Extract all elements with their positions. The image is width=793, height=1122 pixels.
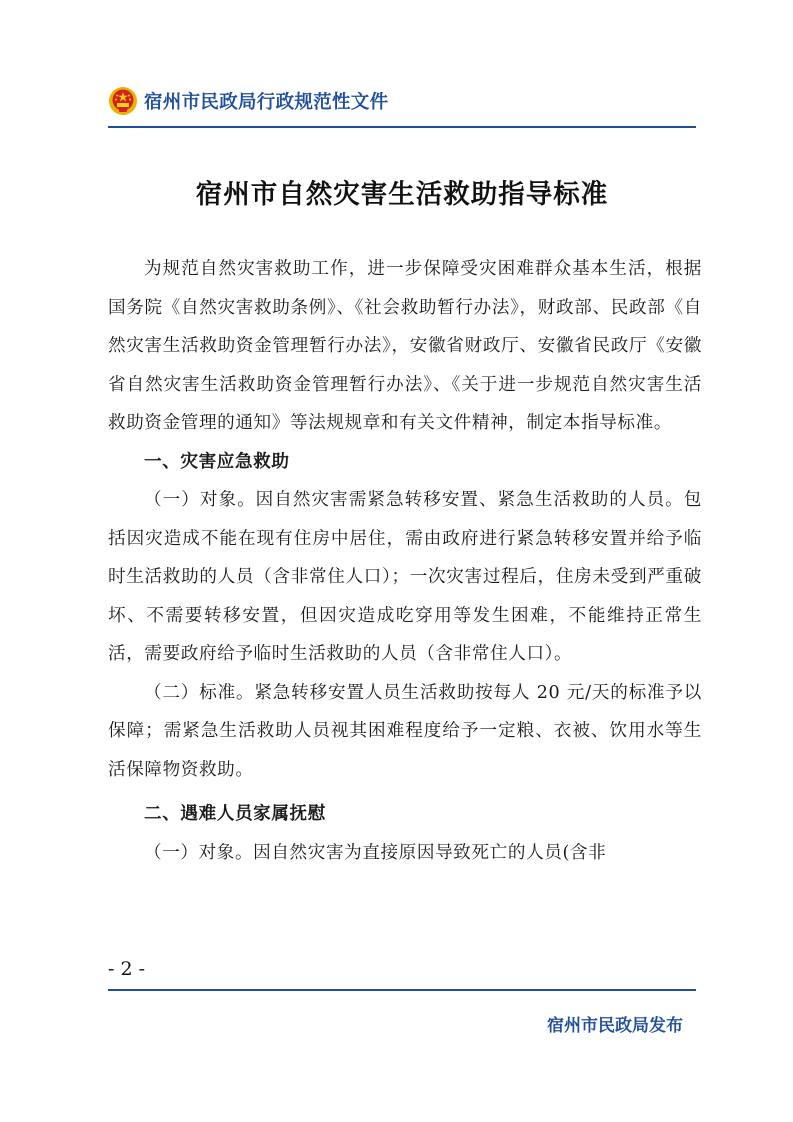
section-paragraph: （二）标准。紧急转移安置人员生活救助按每人 20 元/天的标准予以保障；需紧急生活救助人员视其困难程度给予一定粮、衣被、饮用水等生活保障物资救助。: [108, 682, 702, 780]
footer-divider: [108, 989, 696, 991]
document-body: [108, 250, 702, 872]
national-emblem-icon: [108, 86, 138, 116]
page-number: - 2 -: [108, 958, 146, 980]
intro-paragraph: 为规范自然灾害救助工作，进一步保障受灾困难群众基本生活，根据国务院《自然灾害救助条例》、《社会救助暂行办法》，财政部、民政部《自然灾害生活救助资金管理暂行办法》，安徽省财政厅、安徽省民政厅《安徽省自然灾害生活救助资金管理暂行办法》、《关于进一步规范自然灾害生活救助资金管理的通知》等法规规章和有关文件精神，制定本指导标准。: [108, 259, 702, 433]
header-title: 宿州市民政局行政规范性文件: [144, 92, 389, 113]
document-title: 宿州市自然灾害生活救助指导标准: [195, 179, 609, 210]
section-paragraph: （一）对象。因自然灾害为直接原因导致死亡的人员(含非: [144, 842, 607, 863]
footer-publisher: 宿州市民政局发布: [547, 1016, 683, 1036]
section-paragraph: （一）对象。因自然灾害需紧急转移安置、紧急生活救助的人员。包括因灾造成不能在现有住房中居住，需由政府进行紧急转移安置并给予临时生活救助的人员（含非常住人口）；一次灾害过程后，住房未受到严重破坏、不需要转移安置，但因灾造成吃穿用等发生困难，不能维持正常生活，需要政府给予临时生活救助的人员（含非常住人口）。: [108, 490, 702, 664]
header-divider: [108, 126, 696, 128]
document-header: [108, 84, 698, 120]
section-heading: 二、遇难人员家属抚慰: [144, 804, 326, 824]
section-heading: 一、灾害应急救助: [144, 451, 290, 472]
